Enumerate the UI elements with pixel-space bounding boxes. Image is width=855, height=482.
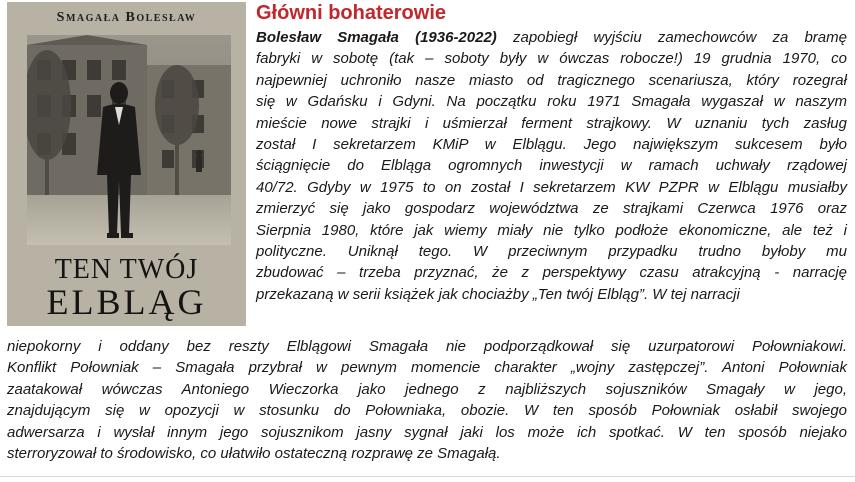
text-line: adwersarza i wysłał innym jego sojusznikom jasny sygnał jaki los może ich spotkać. W ten sposób niejako (7, 423, 847, 441)
cover-author: Smagała Bolesław (56, 10, 197, 25)
text-line: ściągnięcie do Elbląga ogromnych inwestycji w ramach uchwały rządowej (256, 157, 847, 175)
text-line: został I sekretarzem KMiP w Elblągu. Jego największym sukcesem było (256, 136, 847, 154)
cover-photo (27, 35, 231, 245)
text-line: fabryki w sobotę (tak – soboty były w ówczas robocze!) 19 grudnia 1970, co (256, 50, 847, 68)
text-line: zmierzyć się jako gospodarz województwa ze strajkami Czerwca 1976 oraz (256, 200, 847, 218)
text-line: niepokorny i oddany bez reszty Elblągowi Smagała nie podporządkował się uzurpatorowi Połowniakowi. (7, 338, 847, 355)
bottom-paragraph (7, 336, 847, 464)
text-line: zbudować – trzeba przyznać, że z perspektywy czasu atrakcyjną - narrację (256, 264, 847, 282)
text-line: Sierpnia 1980, które jak wiemy miały nie tylko podłoże ekonomiczne, ale też i (256, 221, 847, 239)
text-line: najpewniej uchroniło nasze miasto od tragicznego scenariusza, który rozegrał (256, 71, 847, 89)
cover-title-line1: TEN TWÓJ (54, 254, 199, 285)
text-line: zaatakował wówczas Antoniego Wieczorka jako jednego z najbliższych sojuszników Smagały w jego, (7, 380, 847, 398)
right-column-text (256, 27, 847, 305)
bottom-divider (0, 476, 855, 477)
text-line: Bolesław Smagała (1936-2022) zapobiegł wyjściu zamechowców za bramę (256, 29, 847, 46)
text-line: mieście nowe strajki i uśmierzał ferment strajkowy. W uznaniu tych zasług (256, 114, 847, 132)
text-line: polityczne. Uniknął tego. W przeciwnym przypadku trudno byłoby mu (256, 243, 847, 261)
book-cover (7, 2, 246, 326)
cover-title-line2: ELBLĄG (46, 282, 207, 322)
text-line: sterroryzował to środowisko, co ułatwiło ostateczną rozprawę ze Smagałą. (7, 445, 501, 463)
text-line: Konflikt Połowniak – Smagała przybrał w pewnym momencie charakter „wojny zastępczej”. Antoni Połowniak (7, 359, 847, 377)
text-line: się w Gdańsku i Gdyni. Na początku roku 1971 Smagała wygaszał w naszym (256, 93, 847, 111)
section-heading: Główni bohaterowie (256, 2, 447, 24)
text-line: przekazaną w serii książek jak chociażby „Ten twój Elbląg”. W tej narracji (256, 285, 740, 303)
person-name: Bolesław Smagała (1936-2022) (256, 29, 497, 46)
text-line: 40/72. Gdyby w 1975 to on został I sekretarzem KW PZPR w Elblągu musiałby (256, 178, 847, 196)
text-line: znajdującym się w opozycji w stosunku do Połowniaka, obozie. W ten sposób Połowniak osłabił swojego (7, 402, 847, 420)
